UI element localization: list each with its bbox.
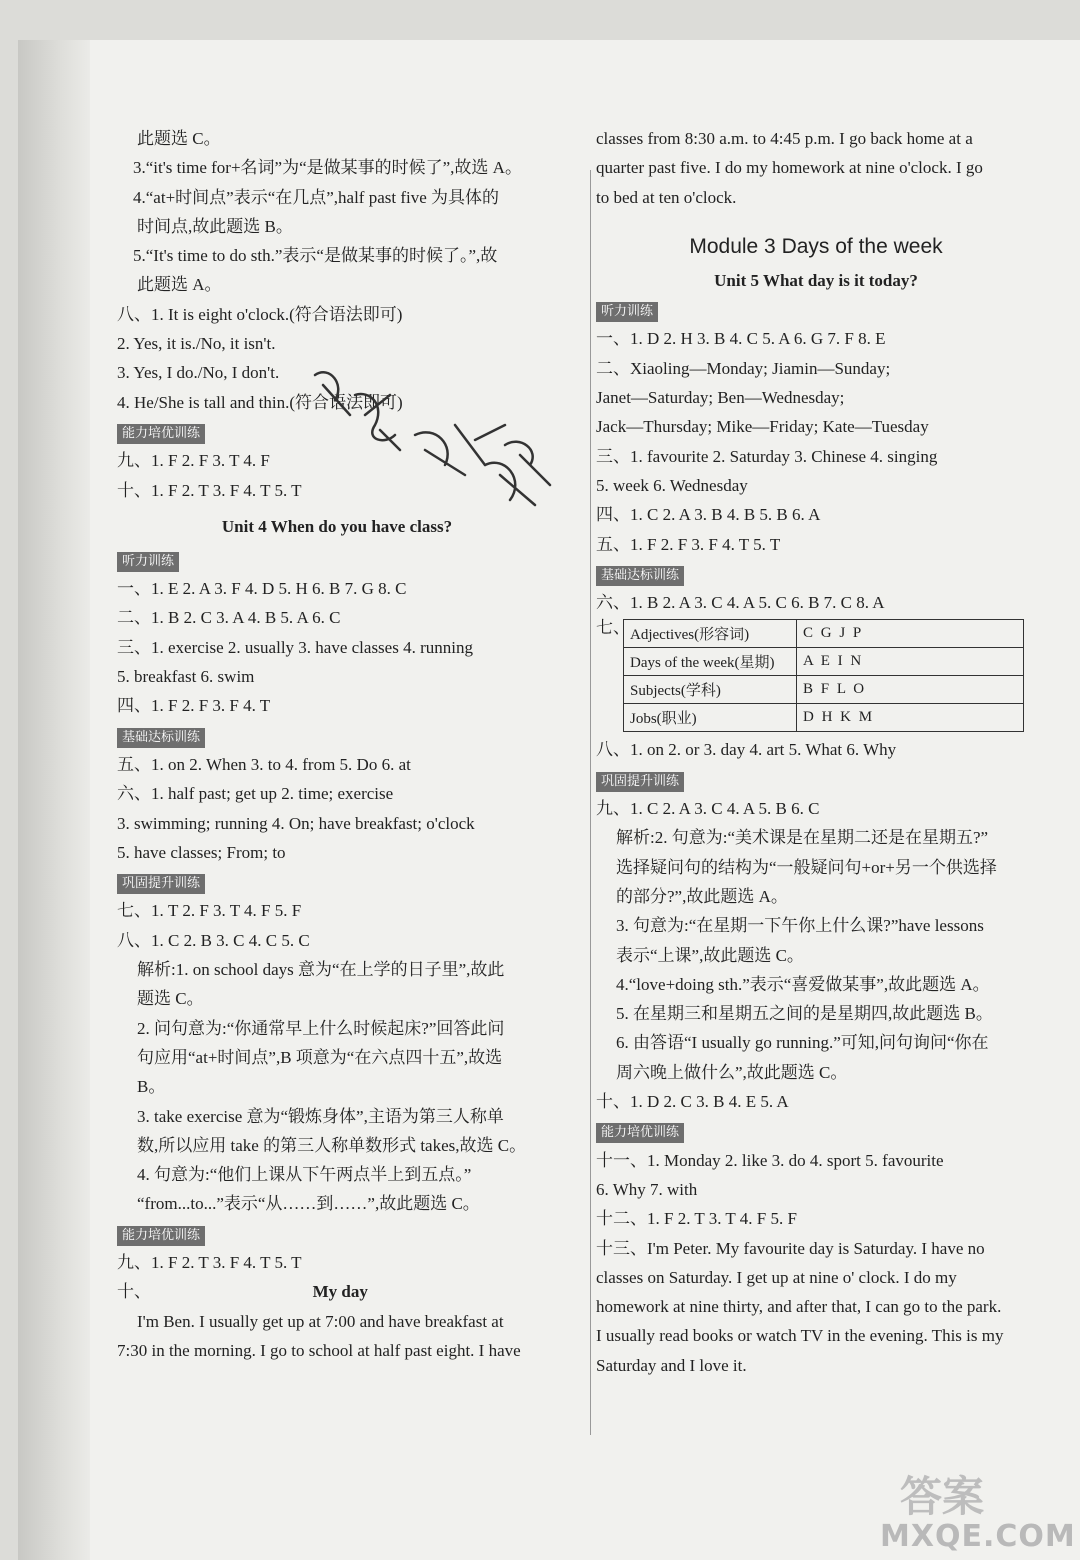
answer-line: 5. week 6. Wednesday [596,475,748,495]
answer-line: 6. Why 7. with [596,1179,698,1199]
table-cell: D H K M [797,704,1024,732]
answer-line: Jack—Thursday; Mike—Friday; Kate—Tuesday [596,417,929,437]
table-row [624,620,1024,648]
watermark-logo-icon: 答案 [900,1472,985,1521]
answer-line: 三、1. favourite 2. Saturday 3. Chinese 4. singing [596,446,938,466]
table-row [624,676,1024,704]
explanation-line: “from...to...”表示“从……到……”,故此题选 C。 [137,1194,480,1214]
answer-line: 二、1. B 2. C 3. A 4. B 5. A 6. C [117,608,341,628]
explanation-line: 4.“love+doing sth.”表示“喜爱做某事”,故此题选 A。 [616,974,990,994]
answer-line: 4. He/She is tall and thin.(符合语法即可) [117,392,403,412]
explanation-line: 的部分?”,故此题选 A。 [616,886,788,906]
essay-title: My day [312,1282,368,1302]
answer-line: 九、1. F 2. F 3. T 4. F [117,451,270,471]
essay-line: 7:30 in the morning. I go to school at half past eight. I have [117,1340,521,1360]
explanation-line: 周六晚上做什么”,故此题选 C。 [616,1062,848,1082]
right-column [596,124,1036,1380]
section-tag: 基础达标训练 [596,566,684,586]
watermark-text: MXQE.COM [880,1519,1076,1554]
section-tag: 能力培优训练 [596,1123,684,1143]
table-row [624,648,1024,676]
answer-line: 五、1. on 2. When 3. to 4. from 5. Do 6. at [117,754,411,774]
unit-title: Unit 4 When do you have class? [221,516,453,536]
essay-line: to bed at ten o'clock. [596,187,737,207]
explanation-line: 数,所以应用 take 的第三人称单数形式 takes,故选 C。 [137,1135,527,1155]
essay-line: classes on Saturday. I get up at nine o' clock. I do my [596,1267,957,1287]
answer-line: 4.“at+时间点”表示“在几点”,half past five 为具体的 [133,187,500,207]
answer-line: 一、1. E 2. A 3. F 4. D 5. H 6. B 7. G 8. C [117,579,407,599]
explanation-line: 5. 在星期三和星期五之间的是星期四,故此题选 B。 [616,1004,993,1024]
explanation-line: 选择疑问句的结构为“一般疑问句+or+另一个供选择 [616,857,997,877]
answer-line: 3.“it's time for+名词”为“是做某事的时候了”,故选 A。 [133,158,522,178]
essay-line: quarter past five. I do my homework at nine o'clock. I go [596,158,983,178]
answer-line: 十、1. D 2. C 3. B 4. E 5. A [596,1092,789,1112]
answer-line: 四、1. C 2. A 3. B 4. B 5. B 6. A [596,505,821,525]
explanation-line: 4. 句意为:“他们上课从下午两点半上到五点。” [137,1165,472,1185]
section-tag: 巩固提升训练 [596,772,684,792]
answer-line: 九、1. F 2. T 3. F 4. T 5. T [117,1252,302,1272]
answer-line: 八、1. C 2. B 3. C 4. C 5. C [117,930,310,950]
table-cell: C G J P [797,620,1024,648]
answer-line: 一、1. D 2. H 3. B 4. C 5. A 6. G 7. F 8. E [596,329,886,349]
table-row [624,704,1024,732]
answer-line: 此题选 C。 [137,129,221,148]
table-cell: Adjectives(形容词) [624,620,797,648]
answer-line: 八、1. It is eight o'clock.(符合语法即可) [117,304,403,324]
table-cell: Subjects(学科) [624,676,797,704]
page-binding-shadow [18,40,90,1560]
table-cell: Jobs(职业) [624,704,797,732]
section-tag: 听力训练 [596,302,658,322]
explanation-line: B。 [137,1077,166,1097]
answer-line: 六、1. half past; get up 2. time; exercise [117,784,394,804]
essay-line: I usually read books or watch TV in the evening. This is my [596,1326,1004,1346]
explanation-line: 3. take exercise 意为“锻炼身体”,主语为第三人称单 [137,1106,504,1126]
explanation-line: 解析:2. 句意为:“美术课是在星期二还是在星期五?” [616,828,989,848]
answer-line: 九、1. C 2. A 3. C 4. A 5. B 6. C [596,799,820,819]
answer-line: 五、1. F 2. F 3. F 4. T 5. T [596,534,781,554]
section-tag: 基础达标训练 [117,728,205,748]
essay-line: Saturday and I love it. [596,1355,747,1375]
answer-line: 十二、1. F 2. T 3. T 4. F 5. F [596,1209,797,1229]
answer-line: 十、1. F 2. T 3. F 4. T 5. T [117,480,302,500]
answer-line: 3. swimming; running 4. On; have breakfast; o'clock [117,813,475,833]
essay-line: classes from 8:30 a.m. to 4:45 p.m. I go back home at a [596,129,973,148]
answer-line: 此题选 A。 [137,275,222,295]
left-column [117,124,557,1365]
answer-line: Janet—Saturday; Ben—Wednesday; [596,388,845,408]
explanation-line: 2. 问句意为:“你通常早上什么时候起床?”回答此问 [137,1018,505,1038]
essay-heading-line [117,1277,557,1306]
question-number: 十、 [117,1282,151,1302]
answer-line: 5. breakfast 6. swim [117,667,255,687]
answer-line: 5. have classes; From; to [117,842,286,862]
explanation-line: 表示“上课”,故此题选 C。 [616,945,804,965]
unit-title: Unit 5 What day is it today? [714,270,918,290]
explanation-line: 句应用“at+时间点”,B 项意为“在六点四十五”,故选 [137,1047,503,1067]
answer-line: 2. Yes, it is./No, it isn't. [117,334,276,354]
answer-line: 八、1. on 2. or 3. day 4. art 5. What 6. Why [596,740,897,760]
essay-line: homework at nine thirty, and after that, I can go to the park. [596,1297,1002,1317]
answer-line: 3. Yes, I do./No, I don't. [117,363,280,383]
module-title: Module 3 Days of the week [689,234,943,258]
explanation-line: 3. 句意为:“在星期一下午你上什么课?”have lessons [616,916,984,936]
explanation-line: 解析:1. on school days 意为“在上学的日子里”,故此 [137,960,505,980]
answer-line: 三、1. exercise 2. usually 3. have classes 4. running [117,637,473,657]
answer-line: 十一、1. Monday 2. like 3. do 4. sport 5. favourite [596,1150,944,1170]
question-number: 七、 [596,618,630,638]
table-cell: A E I N [797,648,1024,676]
answer-line: 5.“It's time to do sth.”表示“是做某事的时候了。”,故 [133,246,498,266]
classification-table [623,619,1024,732]
column-divider [590,170,591,1435]
table-cell: Days of the week(星期) [624,648,797,676]
explanation-line: 6. 由答语“I usually go running.”可知,问句询问“你在 [616,1033,989,1053]
site-watermark [880,1460,1080,1560]
section-tag: 听力训练 [117,552,179,572]
essay-line: 十三、I'm Peter. My favourite day is Saturday. I have no [596,1238,985,1258]
answer-line: 六、1. B 2. A 3. C 4. A 5. C 6. B 7. C 8. A [596,593,885,613]
answer-line: 时间点,故此题选 B。 [137,216,293,236]
section-tag: 能力培优训练 [117,424,205,444]
answer-line: 二、Xiaoling—Monday; Jiamin—Sunday; [596,358,891,378]
section-tag: 巩固提升训练 [117,874,205,894]
classification-table-block [596,617,1036,735]
explanation-line: 题选 C。 [137,989,204,1009]
essay-line: I'm Ben. I usually get up at 7:00 and have breakfast at [137,1311,504,1331]
answer-line: 四、1. F 2. F 3. F 4. T [117,696,271,716]
section-tag: 能力培优训练 [117,1226,205,1246]
answer-line: 七、1. T 2. F 3. T 4. F 5. F [117,901,302,921]
table-cell: B F L O [797,676,1024,704]
